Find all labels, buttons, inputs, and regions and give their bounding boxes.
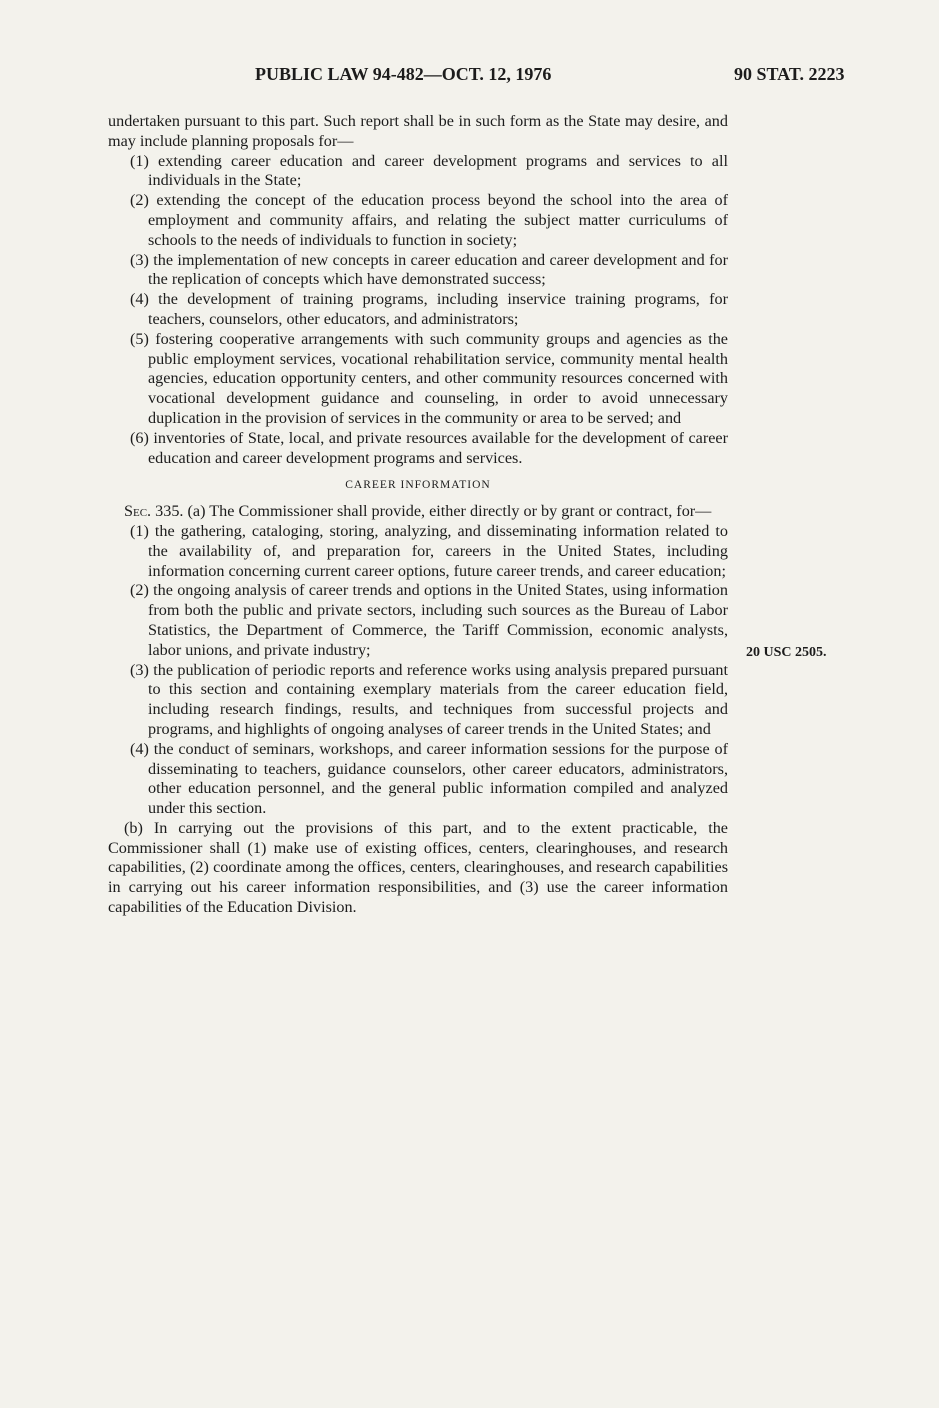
subsection-item-1: (1) the gathering, cataloging, storing, analyzing, and disseminating information related to the availability of, and preparation for, careers in the United States, including information concerning current career options, future career trends, and career education; [130, 521, 728, 580]
page-header-stat-number: 90 STAT. 2223 [734, 64, 845, 84]
list-item-2: (2) extending the concept of the education process beyond the school into the area of employment and community affairs, and relating the subject matter curriculums of schools to the needs of individuals to function in society; [130, 191, 728, 249]
page-header [0, 64, 939, 88]
list-item-3: (3) the implementation of new concepts in career education and career development and for the replication of concepts which have demonstrated success; [130, 250, 728, 289]
subsection-item-4: (4) the conduct of seminars, workshops, and career information sessions for the purpose of disseminating to teachers, guidance counselors, other career educators, administrators, other education personnel, and the general public information compiled and analyzed under this section. [130, 739, 728, 818]
margin-citation: 20 USC 2505. [746, 645, 827, 660]
subsection-item-3: (3) the publication of periodic reports and reference works using analysis prepared pursuant to this section and containing exemplary materials from the career education field, including research findings, results, and techniques from successful projects and programs, and highlights of ongoing analyses of career trends in the United States; and [130, 660, 728, 738]
section-text: (a) The Commissioner shall provide, either directly or by grant or contract, for— [187, 502, 712, 521]
page-header-title: PUBLIC LAW 94-482—OCT. 12, 1976 [255, 64, 552, 84]
document-body [108, 112, 728, 918]
subsection-b: (b) In carrying out the provisions of this part, and to the extent practicable, the Commissioner shall (1) make use of existing offices, centers, clearinghouses, and research capabilities, (2) coordinate among the offices, centers, clearinghouses, and research capabilities in carrying out his career information responsibilities, and (3) use the career information capabilities of the Education Division. [108, 818, 728, 917]
section-335-intro [108, 502, 728, 522]
list-item-5: (5) fostering cooperative arrangements with such community groups and agencies as the public employment services, vocational rehabilitation service, community mental health agencies, education opportunity centers, and other community resources concerned with vocational development guidance and counseling, in order to avoid unnecessary duplication in the provision of services in the community or area to be served; and [130, 329, 728, 427]
section-label: Sec. 335. [124, 502, 184, 521]
list-item-6: (6) inventories of State, local, and private resources available for the development of career education and career development programs and services. [130, 428, 728, 467]
list-item-1: (1) extending career education and career development programs and services to all individuals in the State; [130, 151, 728, 190]
list-item-4: (4) the development of training programs, including inservice training programs, for teachers, counselors, other educators, and administrators; [130, 290, 728, 328]
subsection-item-2: (2) the ongoing analysis of career trends and options in the United States, using information from both the public and private sectors, including such sources as the Bureau of Labor Statistics, the Department of Commerce, the Tariff Commission, economic analysts, labor unions, and private industry; [130, 581, 728, 659]
section-heading: CAREER INFORMATION [345, 479, 491, 492]
paragraph-continuation: undertaken pursuant to this part. Such report shall be in such form as the State may desire, and may include planning proposals for— [108, 112, 728, 150]
